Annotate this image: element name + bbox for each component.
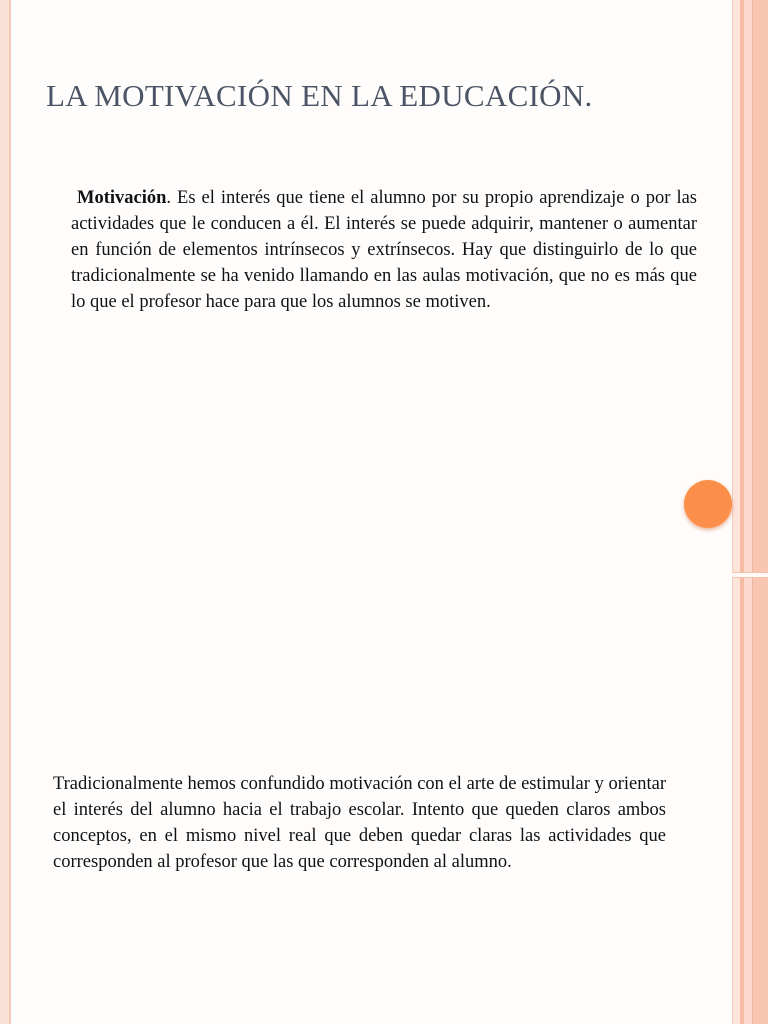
paragraph-tradicionalmente: Tradicionalmente hemos confundido motivación con el arte de estimular y orientar el interés del alumno hacia el trabajo escolar. Intento que queden claros ambos conceptos, en el mismo nivel real que deben quedar claras las actividades que corresponden al profesor que las que corresponden al alumno. [53,774,666,872]
paragraph-motivacion [71,185,697,315]
border-band-divider [732,572,768,578]
right-border-band [752,0,768,1024]
paragraph-motivacion-text: . Es el interés que tiene el alumno por su propio aprendizaje o por las actividades que le conducen a él. El interés se puede adquirir, mantener o aumentar en función de elementos intrínsecos y extrínsecos. Hay que distinguirlo de lo que tradicionalmente se ha venido llamando en las aulas motivación, que no es más que lo que el profesor hace para que los alumnos se motiven. [71,188,697,312]
term-motivacion: Motivación [77,188,167,208]
right-border-band [732,0,740,1024]
orange-circle-decoration [684,480,732,528]
slide-title: LA MOTIVACIÓN EN LA EDUCACIÓN. [46,78,593,113]
right-border-band [744,0,752,1024]
left-border-band [0,0,11,1024]
